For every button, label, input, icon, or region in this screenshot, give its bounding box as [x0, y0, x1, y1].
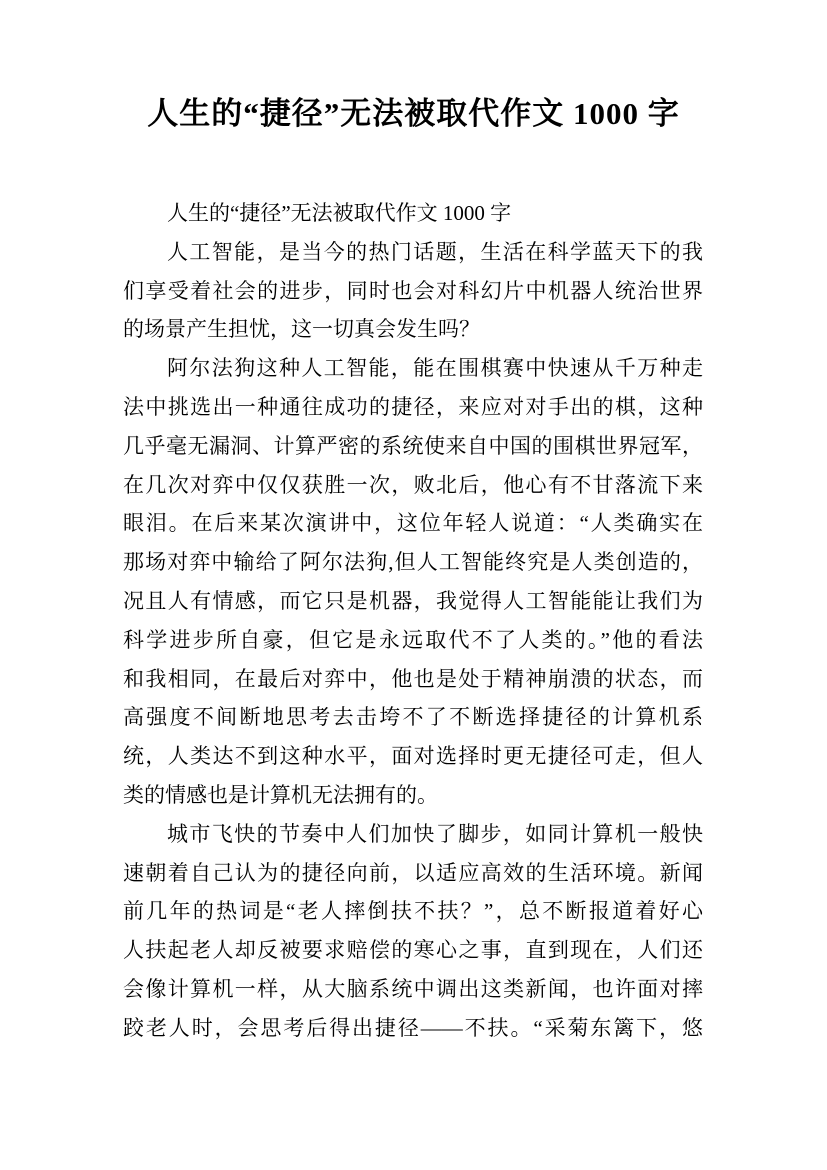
text-line: 眼泪。在后来某次演讲中，这位年轻人说道：“人类确实在 [123, 511, 703, 536]
document-body [123, 194, 703, 1048]
text-line: 科学进步所自豪，但它是永远取代不了人类的。”他的看法 [123, 627, 703, 652]
text-line: 人扶起老人却反被要求赔偿的寒心之事，直到现在，人们还 [123, 938, 703, 963]
text-line: 几乎毫无漏洞、计算严密的系统使来自中国的围棋世界冠军， [123, 433, 703, 458]
text-line: 城市飞快的节奏中人们加快了脚步，如同计算机一般快 [167, 821, 703, 846]
text-line: 的场景产生担忧，这一切真会发生吗？ [123, 317, 480, 342]
text-line: 们享受着社会的进步，同时也会对科幻片中机器人统治世界 [123, 278, 703, 303]
text-line: 前几年的热词是“老人摔倒扶不扶？”，总不断报道着好心 [123, 899, 703, 924]
text-line: 统，人类达不到这种水平，面对选择时更无捷径可走，但人 [123, 744, 703, 769]
text-line: 速朝着自己认为的捷径向前，以适应高效的生活环境。新闻 [123, 860, 703, 885]
text-line: 会像计算机一样，从大脑系统中调出这类新闻，也许面对摔 [123, 976, 703, 1001]
text-line: 高强度不间断地思考去击垮不了不断选择捷径的计算机系 [123, 705, 703, 730]
paragraph [123, 349, 703, 815]
paragraph [123, 233, 703, 349]
text-line: 况且人有情感，而它只是机器，我觉得人工智能能让我们为 [123, 588, 703, 613]
text-line: 跤老人时，会思考后得出捷径——不扶。“采菊东篱下，悠 [123, 1015, 703, 1040]
text-line: 在几次对弈中仅仅获胜一次，败北后，他心有不甘落流下来 [123, 472, 703, 497]
text-line: 人生的“捷径”无法被取代作文 1000 字 [167, 201, 512, 225]
text-line: 法中挑选出一种通往成功的捷径，来应对对手出的棋，这种 [123, 394, 703, 419]
paragraph [123, 815, 703, 1048]
document-title: 人生的“捷径”无法被取代作文 1000 字 [147, 96, 680, 131]
text-line: 人工智能，是当今的热门话题，生活在科学蓝天下的我 [167, 239, 703, 264]
text-line: 和我相同，在最后对弈中，他也是处于精神崩溃的状态，而 [123, 666, 703, 691]
text-line: 类的情感也是计算机无法拥有的。 [123, 782, 438, 807]
paragraph [123, 194, 703, 233]
text-line: 阿尔法狗这种人工智能，能在围棋赛中快速从千万种走 [167, 356, 703, 381]
text-line: 那场对弈中输给了阿尔法狗,但人工智能终究是人类创造的， [123, 550, 703, 575]
